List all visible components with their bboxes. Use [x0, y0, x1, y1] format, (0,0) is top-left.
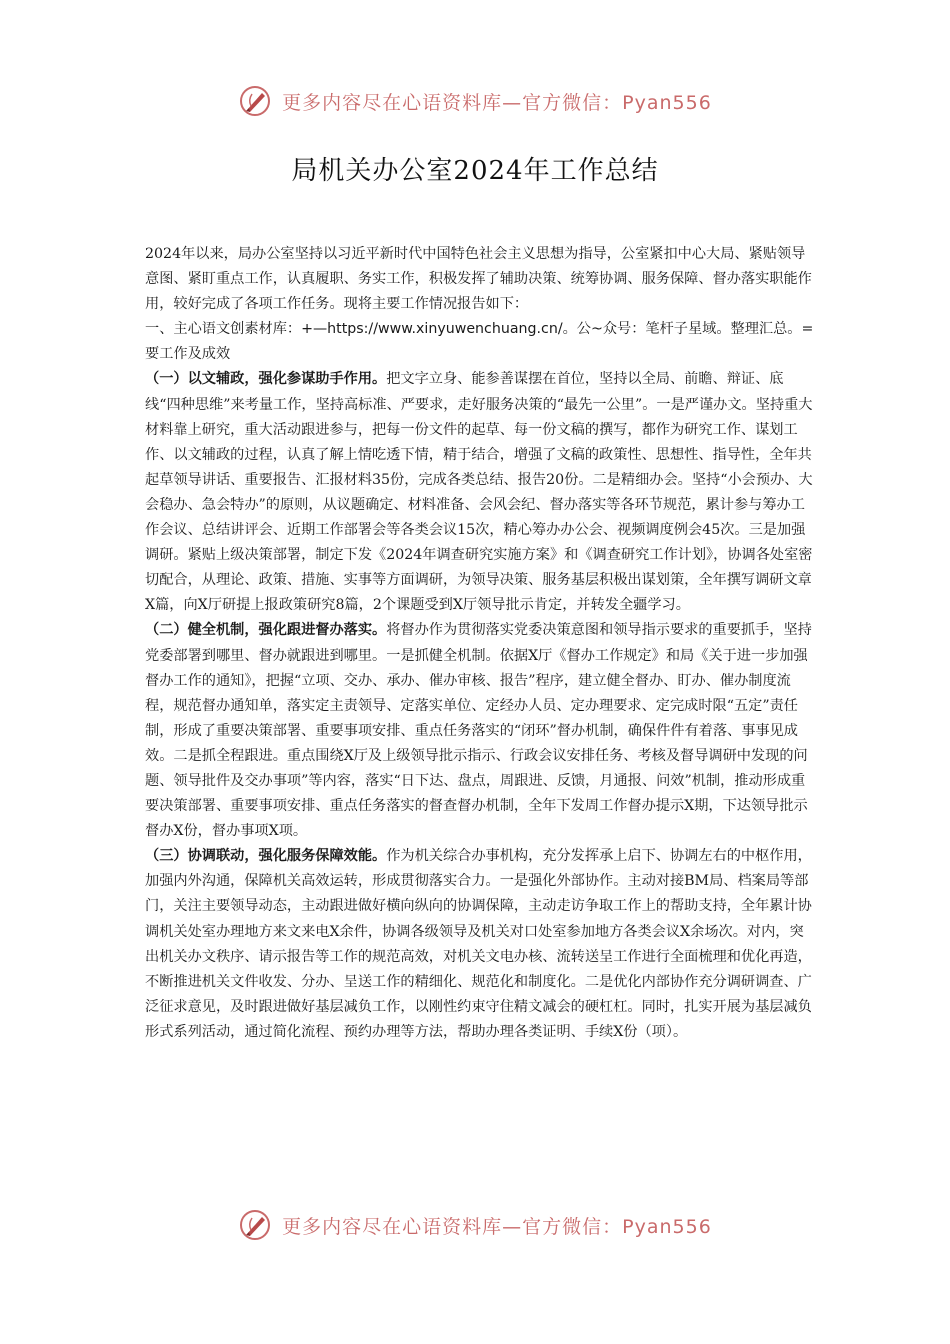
header-watermark-banner [0, 84, 950, 118]
section-paragraph-3 [145, 844, 815, 1045]
subsection-lead-1: （一）以文辅政，强化参谋助手作用。 [145, 371, 387, 388]
subsection-lead-3: （三）协调联动，强化服务保障效能。 [145, 848, 387, 865]
section-paragraph-1 [145, 367, 815, 618]
subsection-lead-2: （二）健全机制，强化跟进督办落实。 [145, 622, 387, 639]
footer-watermark-banner [0, 1208, 950, 1242]
pen-brush-logo-icon [238, 84, 272, 118]
subsection-body-3: 作为机关综合办事机构，充分发挥承上启下、协调左右的中枢作用，加强内外沟通，保障机关高效运转，形成贯彻落实合力。一是强化外部协作。主动对接BM局、档案局等部门，关注主要领导动态，主动跟进做好横向纵向的协调保障，主动走访争取工作上的帮助支持，全年累计协调机关处室办理地方来文来电X余件，协调各级领导及机关对口处室参加地方各类会议X余场次。对内，突出机关办文秩序、请示报告等工作的规范高效，对机关文电办核、流转送呈工作进行全面梳理和优化再造，不断推进机关文件收发、分办、呈送工作的精细化、规范化和制度化。二是优化内部协作充分调研调查、广泛征求意见，及时跟进做好基层减负工作，以刚性约束守住精文减会的硬杠杠。同时，扎实开展为基层减负形式系列活动，通过简化流程、预约办理等方法，帮助办理各类证明、手续X份（项）。 [145, 848, 812, 1040]
section-heading: 一、主心语文创素材库：+—https://www.xinyuwenchuang.cn/。公~众号：笔杆子星域。整理汇总。=要工作及成效 [145, 321, 814, 363]
section-paragraph-2 [145, 618, 815, 844]
watermark-text: 更多内容尽在心语资料库—官方微信：Pyan556 [282, 1215, 712, 1238]
watermark-text: 更多内容尽在心语资料库—官方微信：Pyan556 [282, 91, 712, 114]
subsection-body-1: 把文字立身、能参善谋摆在首位，坚持以全局、前瞻、辩证、底线“四种思维”来考量工作，坚持高标准、严要求，走好服务决策的“最先一公里”。一是严谨办文。坚持重大材料靠上研究，重大活动跟进参与，把每一份文件的起草、每一份文稿的撰写，都作为研究工作、谋划工作、以文辅政的过程，认真了解上情吃透下情，精于结合，增强了文稿的政策性、思想性、指导性，全年共起草领导讲话、重要报告、汇报材料35份，完成各类总结、报告20份。二是精细办会。坚持“小会预办、大会稳办、急会特办”的原则，从议题确定、材料准备、会风会纪、督办落实等各环节规范，累计参与筹办工作会议、总结讲评会、近期工作部署会等各类会议15次，精心筹办办公会、视频调度例会45次。三是加强调研。紧贴上级决策部署，制定下发《2024年调查研究实施方案》和《调查研究工作计划》，协调各处室密切配合，从理论、政策、措施、实事等方面调研，为领导决策、服务基层积极出谋划策，全年撰写调研文章X篇，向X厅研提上报政策研究8篇，2个课题受到X厅领导批示肯定，并转发全疆学习。 [145, 371, 813, 614]
document-title: 局机关办公室2024年工作总结 [291, 156, 659, 186]
document-body [145, 242, 815, 1045]
subsection-body-2: 将督办作为贯彻落实党委决策意图和领导指示要求的重要抓手，坚持党委部署到哪里、督办就跟进到哪里。一是抓健全机制。依据X厅《督办工作规定》和局《关于进一步加强督办工作的通知》，把握“立项、交办、承办、催办审核、报告”程序，建立健全督办、盯办、催办制度流程，规范督办通知单，落实定主责领导、定落实单位、定经办人员、定办理要求、定完成时限“五定”责任制，形成了重要决策部署、重要事项安排、重点任务落实的“闭环”督办机制，确保件件有着落、事事见成效。二是抓全程跟进。重点围绕X厅及上级领导批示指示、行政会议安排任务、考核及督导调研中发现的问题、领导批件及交办事项”等内容，落实“日下达、盘点，周跟进、反馈，月通报、问效”机制，推动形成重要决策部署、重要事项安排、重点任务落实的督查督办机制，全年下发周工作督办提示X期，下达领导批示督办X份，督办事项X项。 [145, 622, 812, 840]
intro-paragraph: 2024年以来，局办公室坚持以习近平新时代中国特色社会主义思想为指导，公室紧扣中心大局、紧贴领导意图、紧盯重点工作，认真履职、务实工作，积极发挥了辅助决策、统筹协调、服务保障、督办落实职能作用，较好完成了各项工作任务。现将主要工作情况报告如下： [145, 246, 812, 313]
pen-brush-logo-icon [238, 1208, 272, 1242]
